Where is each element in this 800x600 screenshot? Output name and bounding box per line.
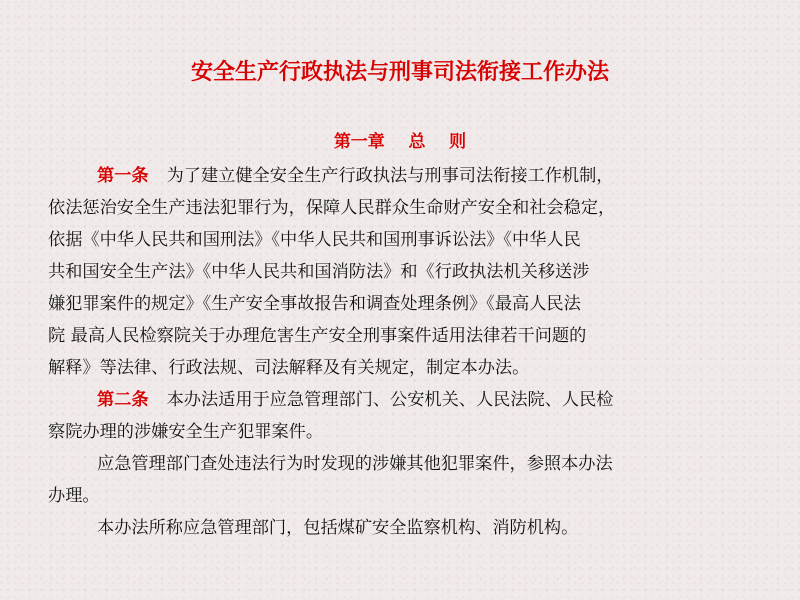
article-2-text: 本办法适用于应急管理部门、公安机关、人民法院、人民检 <box>166 390 614 410</box>
article-1-line-2: 依法惩治安全生产违法犯罪行为，保障人民群众生命财产安全和社会稳定， <box>48 198 616 218</box>
article-2-line-2: 察院办理的涉嫌安全生产犯罪案件。 <box>48 422 324 442</box>
paragraph-3-line-2: 办理。 <box>48 486 100 506</box>
article-1-line-3: 依据《中华人民共和国刑法》《中华人民共和国刑事诉讼法》《中华人民 <box>48 230 581 250</box>
document-title: 安全生产行政执法与刑事司法衔接工作办法 <box>190 60 609 85</box>
article-1-line-7: 解释》等法律、行政法规、司法解释及有关规定，制定本办法。 <box>48 358 530 378</box>
chapter-heading: 第一章 总 则 <box>333 132 467 152</box>
article-1-text: 为了建立健全安全生产行政执法与刑事司法衔接工作机制， <box>166 166 614 186</box>
paragraph-4-line-1: 本办法所称应急管理部门，包括煤矿安全监察机构、消防机构。 <box>97 518 579 538</box>
document-body <box>48 160 774 544</box>
article-2-line-1 <box>48 384 774 416</box>
paragraph-3-line-1: 应急管理部门查处违法行为时发现的涉嫌其他犯罪案件，参照本办法 <box>97 454 613 474</box>
article-1-line-5: 嫌犯罪案件的规定》《生产安全事故报告和调查处理条例》《最高人民法 <box>48 294 581 314</box>
article-2-label: 第二条 <box>97 390 149 410</box>
article-1-line-6: 院 最高人民检察院关于办理危害生产安全刑事案件适用法律若干问题的 <box>48 326 587 346</box>
article-1-line-4: 共和国安全生产法》《中华人民共和国消防法》和《行政执法机关移送涉 <box>48 262 590 282</box>
article-1-line-1 <box>48 160 774 192</box>
article-1-label: 第一条 <box>97 166 149 186</box>
